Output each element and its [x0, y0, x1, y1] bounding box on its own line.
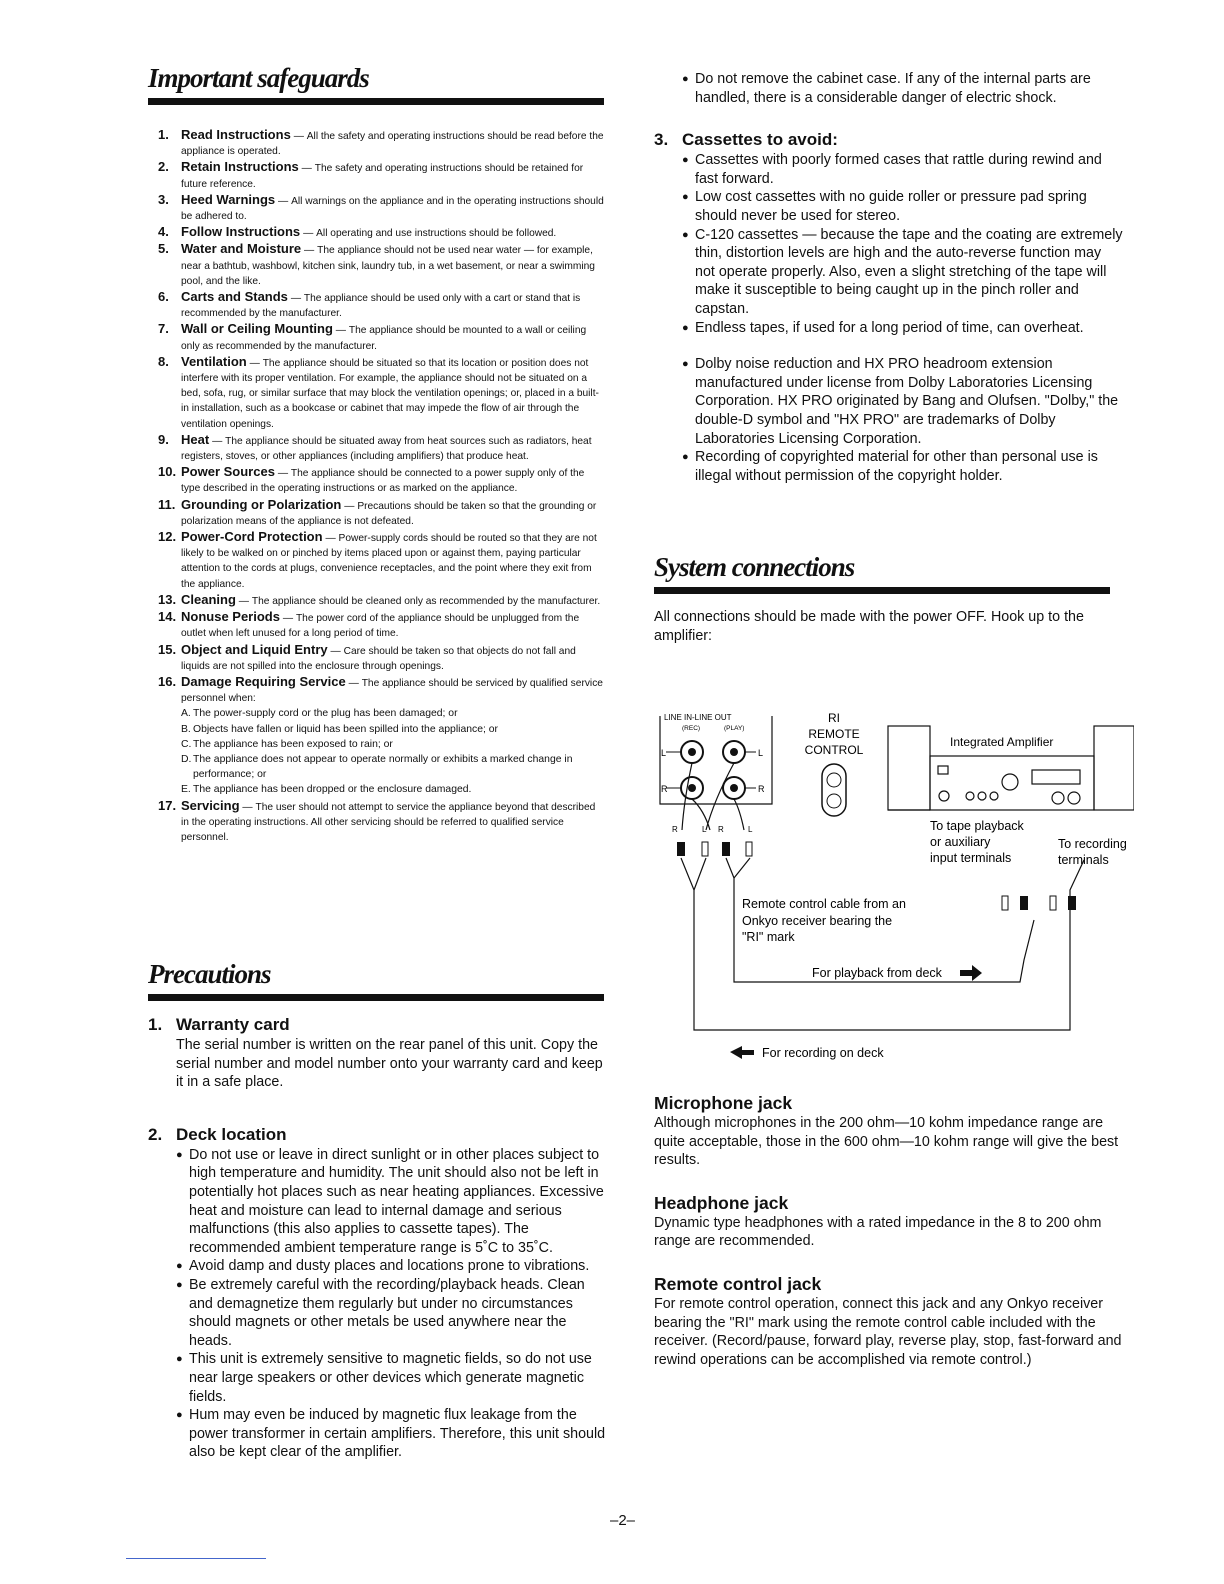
rca-jacks — [666, 741, 756, 799]
right-column — [654, 70, 1124, 645]
divider — [126, 1558, 266, 1559]
item-body: Precautions should be taken so that the grounding or polarization means of the appliance is not defeated. — [181, 500, 597, 527]
play-label: (PLAY) — [724, 725, 745, 732]
safeguard-item — [148, 127, 604, 159]
list-item — [181, 752, 604, 782]
remote-text: For remote control operation, connect this jack and any Onkyo receiver bearing the "RI" mark using the remote control cable included with the receiver. (Record/pause, forward play, reverse play, stop, fast-forward and rewind operations can be accomplished via remote control.) — [654, 1295, 1122, 1368]
item-heading: Cleaning — [181, 591, 236, 607]
dash: — — [282, 613, 294, 625]
item-number: 1. — [158, 127, 169, 142]
item-text: The appliance does not appear to operate normally or exhibits a marked change in performance; or — [193, 753, 573, 781]
list-item: ● This unit is extremely sensitive to magnetic fields, so do not use near large speakers or other devices which generate magnetic fields. — [176, 1350, 608, 1406]
title-rule — [148, 994, 604, 1001]
item-letter: C. — [181, 738, 192, 750]
dash: — — [238, 595, 249, 607]
page-number: –2– — [610, 1512, 636, 1529]
item-text: Objects have fallen or liquid has been spilled into the appliance; or — [193, 723, 498, 735]
recording-terminals-label: terminals — [1058, 853, 1109, 867]
item-letter: B. — [181, 723, 191, 735]
item-heading: Ventilation — [181, 353, 247, 369]
item-heading: Object and Liquid Entry — [181, 641, 328, 657]
rca-plugs — [677, 842, 752, 856]
deck-location-heading — [148, 1124, 608, 1146]
item-number: 11. — [158, 496, 176, 512]
item-letter: D. — [181, 753, 192, 765]
item-number: 7. — [158, 321, 169, 337]
list-item: ● Hum may even be induced by magnetic flux leakage from the power transformer in certain amplifiers. Therefore, this unit should also be kept clear of the amplifier. — [176, 1406, 608, 1462]
item-heading: Damage Requiring Service — [181, 673, 346, 689]
safeguard-item — [148, 241, 604, 289]
deck-cables — [682, 763, 744, 830]
item-body: The appliance should not be used near water — for example, near a bathtub, washbowl, kitchen sink, laundry tub, in a wet basement, or near a swimming pool, and the like. — [181, 245, 595, 287]
item-heading: Servicing — [181, 797, 240, 813]
l-label: L — [702, 825, 707, 834]
list-item: ● C-120 cassettes — because the tape and the coating are extremely thin, distortion levels are high and the auto-reverse function may not operate properly. Also, even a slight stretching of the tape will make it susceptible to being caught up in the pinch roller and capstan. — [682, 226, 1124, 319]
item-text: The appliance has been dropped or the enclosure damaged. — [193, 784, 472, 796]
safeguard-item — [148, 224, 604, 241]
heading-text: Cassettes to avoid: — [682, 130, 838, 150]
item-heading: Retain Instructions — [181, 159, 299, 175]
microphone-heading: Microphone jack — [654, 1093, 793, 1113]
title-rule — [148, 98, 604, 105]
item-number: 3. — [158, 191, 169, 207]
r-label: R — [661, 784, 668, 794]
remote-label: REMOTE — [808, 727, 860, 741]
recording-cable — [681, 858, 1084, 1030]
item-body: Power-supply cords should be routed so that they are not likely to be walked on or pinched by items placed upon or against them, paying particular attention to the cords at plugs, convenience receptacles, and the point where they exit from the appliance. — [181, 533, 597, 590]
system-intro: All connections should be made with the power OFF. Hook up to the amplifier: — [654, 609, 1084, 644]
cable-label: Remote control cable from an — [742, 897, 906, 911]
item-number: 15. — [158, 641, 177, 657]
recording-label: For recording on deck — [762, 1046, 884, 1060]
tape-playback-label: or auxiliary — [930, 835, 991, 849]
item-heading: Read Instructions — [181, 127, 291, 142]
dash: — — [249, 357, 260, 369]
item-text: The power-supply cord or the plug has been damaged; or — [193, 708, 458, 720]
item-number: 6. — [158, 289, 169, 305]
item-body: The appliance should be situated so that its location or position does not interfere with its proper ventilation. For example, the appliance should not be situated on a bed, sofa, rug, or similar surface that may block the ventilation openings; or, placed in a built-in installation, such as a bookcase or cabinet that may impede the flow of air through the ventilation openings. — [181, 357, 599, 430]
item-heading: Power Sources — [181, 464, 275, 480]
safeguard-item — [148, 529, 604, 592]
precautions-section-title — [148, 958, 604, 1001]
list-item: ● Avoid damp and dusty places and locations prone to vibrations. — [176, 1257, 608, 1276]
dash: — — [212, 435, 223, 447]
microphone-text: Although microphones in the 200 ohm—10 kohm impedance range are quite acceptable, those in the 600 ohm—10 kohm range will give the best results. — [654, 1115, 1119, 1169]
item-number: 2. — [158, 159, 169, 175]
dash: — — [242, 801, 253, 813]
item-body: The appliance should be serviced by qualified service personnel when: — [181, 677, 603, 705]
warranty-text: The serial number is written on the rear panel of this unit. Copy the serial number and model number onto your warranty card and keep it in a safe place. — [176, 1037, 603, 1091]
item-heading: Water and Moisture — [181, 241, 302, 257]
list-item — [181, 782, 604, 797]
item-heading: Nonuse Periods — [181, 609, 280, 625]
headphone-text: Dynamic type headphones with a rated impedance in the 8 to 200 ohm range are recommended. — [654, 1214, 1102, 1250]
playback-label: For playback from deck — [812, 966, 942, 980]
list-item: ● Do not remove the cabinet case. If any of the internal parts are handled, there is a considerable danger of electric shock. — [682, 70, 1124, 107]
dash: — — [293, 131, 304, 142]
dash: — — [335, 325, 346, 337]
deck-terminal-box — [660, 716, 772, 804]
dash: — — [325, 533, 336, 545]
list-item: ● Dolby noise reduction and HX PRO headroom extension manufactured under license from Dolby Laboratories Licensing Corporation. HX PRO originated by Bang and Olufsen. "Dolby," the double-D symbol and "HX PRO" are trademarks of Dolby Laboratories Licensing Corporation. — [682, 355, 1124, 448]
cabinet-bullet-list — [654, 70, 1124, 107]
dash: — — [277, 468, 289, 480]
safeguard-item — [148, 321, 604, 353]
item-body: Care should be taken so that objects do not fall and liquids are not spilled into the enclosure through openings. — [181, 645, 576, 672]
dash: — — [344, 500, 355, 512]
list-item: ● Endless tapes, if used for a long period of time, can overheat. — [682, 319, 1124, 338]
dash: — — [348, 677, 359, 689]
item-number: 2. — [148, 1124, 163, 1144]
safeguard-item — [148, 642, 604, 674]
safeguard-item — [148, 609, 604, 641]
item-number: 9. — [158, 431, 169, 447]
remote-heading: Remote control jack — [654, 1273, 822, 1294]
item-number: 1. — [148, 1015, 163, 1034]
list-item: ● Do not use or leave in direct sunlight or in other places subject to high temperature and humidity. The unit should also not be left in potentially hot places such as near heating appliances. Excessive heat and moisture can lead to internal damage and serious malfunctions (this also applies to cassette tapes). The recommended ambient temperature range is 5˚C to 35˚C. — [176, 1146, 608, 1258]
ri-label: RI — [828, 711, 840, 725]
item-text: The appliance has been exposed to rain; or — [193, 738, 393, 750]
line-in-out-label: LINE IN-LINE OUT — [664, 713, 732, 722]
item-number: 14. — [158, 609, 177, 625]
list-item: ● Cassettes with poorly formed cases that rattle during rewind and fast forward. — [682, 151, 1124, 188]
system-connections-title: System connections — [654, 552, 855, 583]
dash: — — [301, 163, 312, 175]
l-label: L — [661, 748, 667, 758]
cassette-bullets — [654, 151, 1124, 337]
item-body: The appliance should be situated away from heat sources such as radiators, heat registers, stoves, or other appliances (including amplifiers) that produce heat. — [181, 435, 592, 463]
item-heading: Heed Warnings — [181, 191, 276, 207]
item-heading: Wall or Ceiling Mounting — [181, 321, 333, 337]
safeguard-item — [148, 432, 604, 464]
item-letter: A. — [181, 708, 191, 720]
r-label: R — [672, 825, 678, 834]
precautions-title: Precautions — [148, 959, 271, 989]
safeguard-item — [148, 592, 604, 609]
item-heading: Carts and Stands — [181, 289, 288, 305]
system-connections-section — [654, 551, 1124, 645]
safeguard-item — [148, 289, 604, 321]
item-heading: Power-Cord Protection — [181, 529, 323, 545]
list-item: ● Low cost cassettes with no guide roller or pressure pad spring should never be used for stereo. — [682, 188, 1124, 225]
amplifier-label: Integrated Amplifier — [950, 735, 1054, 749]
list-item — [181, 722, 604, 737]
item-number: 12. — [158, 529, 177, 545]
item-body: The safety and operating instructions should be retained for future reference. — [181, 163, 584, 190]
item-number: 10. — [158, 464, 177, 480]
item-body: The appliance should be connected to a power supply only of the type described in the operating instructions or as marked on the appliance. — [181, 468, 585, 495]
cassettes-heading — [654, 129, 1124, 151]
r-label: R — [718, 825, 724, 834]
list-item: ● Recording of copyrighted material for other than personal use is illegal without permission of the copyright holder. — [682, 448, 1124, 485]
dash: — — [303, 228, 314, 240]
item-heading: Heat — [181, 431, 210, 447]
dash: — — [330, 645, 341, 657]
l-label: L — [758, 748, 764, 758]
recording-terminals-label: To recording — [1058, 837, 1127, 851]
safeguard-item — [148, 674, 604, 798]
title-rule — [654, 587, 1110, 594]
headphone-heading: Headphone jack — [654, 1192, 789, 1213]
safeguard-item — [148, 464, 604, 496]
deck-location-bullets — [148, 1146, 608, 1462]
safeguards-list — [148, 127, 604, 845]
dash: — — [278, 195, 289, 207]
item-body: The appliance should be mounted to a wall or ceiling only as recommended by the manufacturer. — [181, 325, 587, 352]
item-body: All operating and use instructions should be followed. — [316, 228, 557, 240]
item-number: 16. — [158, 673, 177, 689]
connection-diagram — [654, 700, 1134, 1070]
arrow-left-icon — [730, 1046, 754, 1059]
list-item — [181, 706, 604, 721]
tape-playback-label: To tape playback — [930, 819, 1024, 833]
tape-playback-label: input terminals — [930, 851, 1012, 865]
list-item: ● Be extremely careful with the recording/playback heads. Clean and demagnetize them regularly but under no circumstances should magnets or other metals be used anywhere near the heads. — [176, 1276, 608, 1350]
safeguard-item — [148, 354, 604, 432]
item-number: 5. — [158, 241, 169, 257]
item-number: 4. — [158, 224, 169, 240]
important-safeguards-title: Important safeguards — [148, 63, 369, 93]
item-letter: E. — [181, 784, 191, 796]
dolby-bullets — [654, 355, 1124, 485]
heading-text: Deck location — [176, 1124, 287, 1144]
safeguard-item — [148, 192, 604, 224]
safeguard-item — [148, 497, 604, 529]
item-number: 8. — [158, 353, 169, 369]
item-body: The appliance should be cleaned only as recommended by the manufacturer. — [251, 595, 601, 607]
r-label: R — [758, 784, 765, 794]
important-safeguards-section — [148, 62, 604, 845]
item-body: All the safety and operating instructions should be read before the appliance is operated. — [181, 131, 604, 158]
control-label: CONTROL — [804, 743, 864, 757]
jacks-section — [654, 1092, 1124, 1369]
item-body: All warnings on the appliance and in the operating instructions should be adhered to. — [181, 195, 604, 223]
safeguard-item — [148, 798, 604, 846]
item-heading: Follow Instructions — [181, 224, 301, 240]
item-body: The appliance should be used only with a cart or stand that is recommended by the manufacturer. — [181, 293, 581, 320]
warranty-heading — [148, 1014, 608, 1036]
dash: — — [290, 293, 301, 305]
item-body: The power cord of the appliance should be unplugged from the outlet when left unused for a long period of time. — [181, 613, 580, 640]
dash: — — [304, 245, 315, 257]
cable-label: Onkyo receiver bearing the — [742, 914, 893, 928]
item-number: 3. — [654, 130, 669, 150]
precautions-body — [148, 1014, 608, 1462]
heading-text: Warranty card — [176, 1015, 290, 1034]
item-number: 17. — [158, 797, 177, 813]
list-item — [181, 737, 604, 752]
cable-label: "RI" mark — [742, 930, 795, 944]
damage-sublist — [181, 706, 604, 797]
arrow-right-icon — [960, 965, 982, 981]
safeguard-item — [148, 159, 604, 191]
item-body: The user should not attempt to service the appliance beyond that described in the operating instructions. All other servicing should be referred to qualified service personnel. — [181, 801, 596, 843]
item-heading: Grounding or Polarization — [181, 496, 342, 512]
amp-plugs — [1002, 896, 1076, 910]
item-number: 13. — [158, 591, 177, 607]
l-label: L — [748, 825, 753, 834]
rec-label: (REC) — [682, 725, 701, 732]
